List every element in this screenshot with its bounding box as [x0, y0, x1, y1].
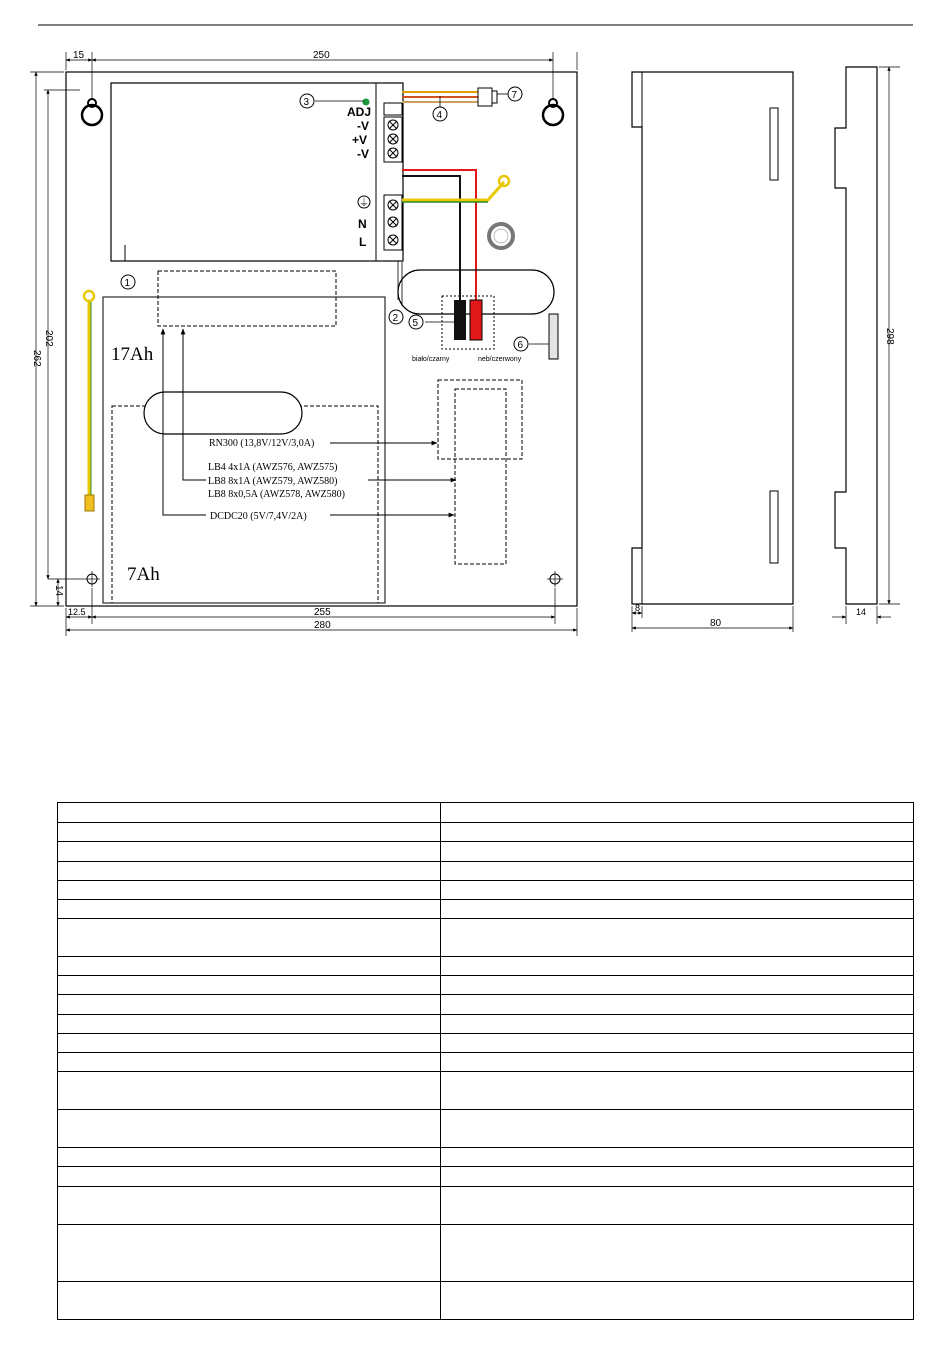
battery-lead-black — [454, 300, 466, 340]
svg-text:3: 3 — [303, 97, 310, 108]
table-row — [58, 919, 914, 957]
table-cell-parameter — [58, 1015, 441, 1034]
table-cell-parameter — [58, 995, 441, 1015]
module-label-rn300: RN300 (13,8V/12V/3,0A) — [209, 438, 315, 449]
battery-7ah-label: 7Ah — [127, 564, 160, 585]
table-cell-parameter — [58, 1282, 441, 1320]
table-row — [58, 823, 914, 842]
callout-2 — [389, 262, 403, 324]
table-row — [58, 862, 914, 881]
table-row — [58, 976, 914, 995]
table-cell-value — [441, 1053, 914, 1072]
callout-6 — [514, 337, 549, 351]
table-cell-parameter — [58, 1187, 441, 1225]
connector-plug-icon — [478, 88, 497, 106]
table-cell-value — [441, 842, 914, 862]
terminal-label-plus-v: +V — [352, 133, 368, 147]
svg-text:6: 6 — [517, 340, 524, 351]
dim-top-width: 250 — [313, 50, 330, 61]
table-cell-value — [441, 881, 914, 900]
dim-side-small: 8 — [635, 603, 641, 613]
side-slot-top — [770, 108, 778, 180]
table-cell-parameter — [58, 803, 441, 823]
table-cell-parameter — [58, 1225, 441, 1282]
dim-rear-small: 14 — [856, 607, 867, 617]
dim-bottom-total: 280 — [314, 620, 331, 631]
table-cell-value — [441, 1167, 914, 1187]
wire-label-black: biało/czarny — [412, 356, 450, 363]
table-row — [58, 957, 914, 976]
table-row — [58, 881, 914, 900]
module-slot-rn300 — [438, 380, 522, 459]
earth-lug-icon — [84, 291, 94, 301]
table-row — [58, 1015, 914, 1034]
vent-slot — [144, 392, 302, 434]
table-row — [58, 842, 914, 862]
front-view — [30, 50, 577, 636]
module-slot-lb — [455, 389, 506, 564]
terminal-label-minus-v-1: -V — [357, 119, 369, 133]
ac-terminal-block — [384, 195, 402, 250]
dim-bottom-inner: 255 — [314, 607, 331, 618]
table-cell-parameter — [58, 842, 441, 862]
rear-view — [832, 67, 900, 624]
table-cell-value — [441, 1225, 914, 1282]
table-row — [58, 1187, 914, 1225]
table-cell-value — [441, 823, 914, 842]
table-cell-parameter — [58, 900, 441, 919]
callout-1 — [121, 275, 135, 289]
table-cell-value — [441, 900, 914, 919]
module-slot-top — [158, 271, 336, 326]
ground-lug-icon — [499, 176, 509, 186]
table-cell-value — [441, 976, 914, 995]
battery-17ah-outline — [103, 297, 385, 603]
module-label-lb8-1a: LB8 8x1A (AWZ579, AWZ580) — [208, 476, 338, 487]
table-cell-parameter — [58, 862, 441, 881]
table-cell-value — [441, 1072, 914, 1110]
keyhole-mount-right-icon — [543, 99, 563, 125]
table-row — [58, 995, 914, 1015]
callout-4 — [433, 96, 447, 121]
table-cell-parameter — [58, 957, 441, 976]
battery-leads-box — [442, 296, 494, 349]
earth-terminal-icon — [85, 495, 94, 511]
table-row — [58, 1110, 914, 1148]
module-label-dcdc20: DCDC20 (5V/7,4V/2A) — [210, 511, 307, 522]
table-row — [58, 803, 914, 823]
mount-hole-left-icon — [84, 571, 100, 587]
dim-side-depth: 80 — [710, 618, 722, 629]
table-row — [58, 1053, 914, 1072]
keyhole-mount-left-icon — [82, 99, 102, 125]
svg-text:2: 2 — [392, 313, 399, 324]
table-cell-value — [441, 919, 914, 957]
module-label-lb8-05a: LB8 8x0,5A (AWZ578, AWZ580) — [208, 489, 345, 500]
battery-17ah-label: 17Ah — [111, 344, 154, 365]
terminal-label-l: L — [359, 235, 367, 249]
svg-text:1: 1 — [124, 278, 131, 289]
table-row — [58, 1072, 914, 1110]
table-cell-value — [441, 862, 914, 881]
tamper-switch-icon — [489, 224, 513, 248]
table-row — [58, 1148, 914, 1167]
battery-lead-red — [470, 300, 482, 340]
dim-left-inner: 202 — [43, 330, 54, 347]
dim-left-outer: 262 — [31, 350, 42, 367]
table-cell-parameter — [58, 823, 441, 842]
table-cell-value — [441, 1015, 914, 1034]
jumper-component — [549, 314, 558, 359]
terminal-label-adj: ADJ — [347, 105, 372, 119]
table-cell-value — [441, 1282, 914, 1320]
table-cell-value — [441, 1034, 914, 1053]
table-cell-parameter — [58, 919, 441, 957]
svg-text:4: 4 — [436, 110, 443, 121]
dim-rear-height: 298 — [884, 328, 895, 345]
specification-table — [57, 802, 914, 1320]
terminal-label-n: N — [358, 217, 367, 231]
table-row — [58, 1225, 914, 1282]
svg-text:7: 7 — [511, 90, 518, 101]
table-cell-parameter — [58, 1110, 441, 1148]
output-wires — [402, 92, 504, 300]
callout-7 — [497, 87, 522, 101]
svg-text:5: 5 — [412, 318, 419, 329]
mount-hole-right-icon — [547, 571, 563, 587]
front-enclosure — [66, 72, 577, 606]
wire-label-red: neb/czerwony — [478, 356, 522, 363]
terminal-label-minus-v-2: -V — [357, 147, 369, 161]
table-cell-parameter — [58, 1167, 441, 1187]
table-row — [58, 900, 914, 919]
dim-top-small: 15 — [73, 50, 85, 61]
table-cell-parameter — [58, 881, 441, 900]
table-cell-value — [441, 1110, 914, 1148]
dc-terminal-block — [384, 103, 402, 162]
table-cell-value — [441, 957, 914, 976]
table-cell-value — [441, 995, 914, 1015]
table-cell-parameter — [58, 1053, 441, 1072]
dim-bottom-small: 12.5 — [68, 607, 86, 617]
module-label-lb4: LB4 4x1A (AWZ576, AWZ575) — [208, 462, 338, 473]
table-row — [58, 1167, 914, 1187]
table-cell-parameter — [58, 976, 441, 995]
table-cell-parameter — [58, 1072, 441, 1110]
dim-left-small: 14 — [53, 585, 64, 597]
table-cell-value — [441, 1148, 914, 1167]
table-row — [58, 1282, 914, 1320]
side-view — [632, 72, 793, 632]
terminal-label-ground: ⏚ — [359, 198, 369, 209]
table-cell-parameter — [58, 1034, 441, 1053]
table-cell-value — [441, 1187, 914, 1225]
table-cell-parameter — [58, 1148, 441, 1167]
side-slot-bottom — [770, 491, 778, 563]
table-cell-value — [441, 803, 914, 823]
table-row — [58, 1034, 914, 1053]
callout-5 — [409, 315, 455, 329]
